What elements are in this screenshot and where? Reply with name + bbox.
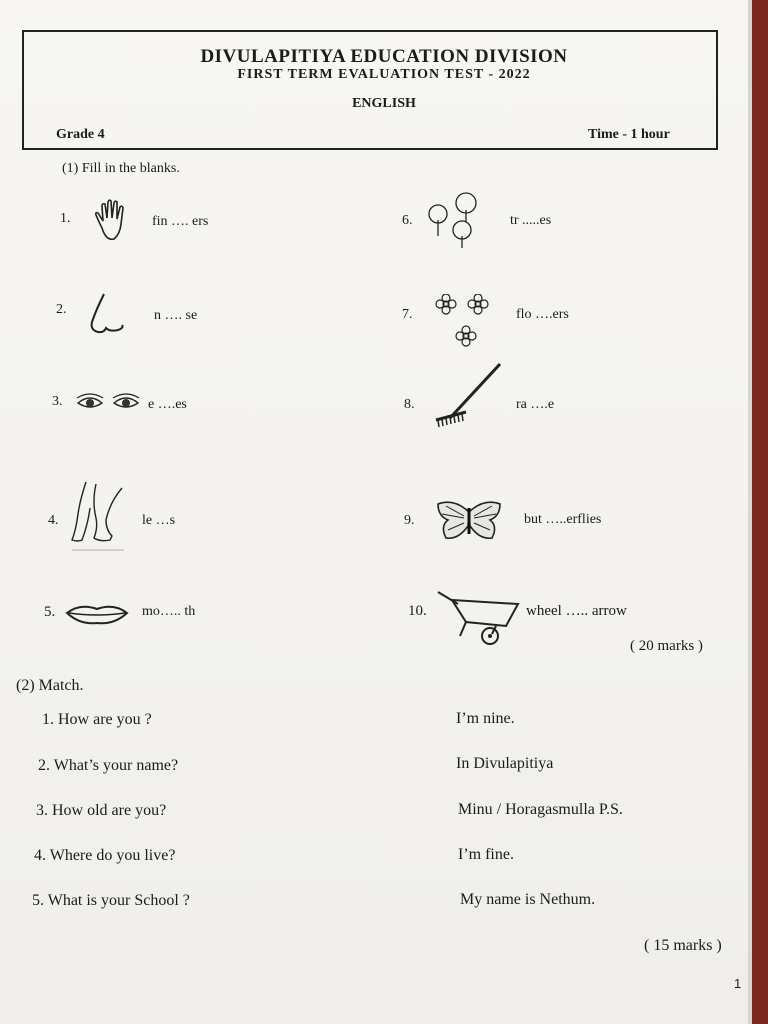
page-number: 1 bbox=[734, 976, 742, 991]
match-answer: My name is Nethum. bbox=[460, 891, 596, 908]
match-question: 5. What is your School ? bbox=[32, 892, 190, 909]
trees-icon bbox=[422, 190, 488, 250]
section2-title: (2) Match. bbox=[16, 677, 84, 694]
wheelbarrow-icon bbox=[436, 586, 522, 648]
item-text: wheel ….. arrow bbox=[526, 603, 627, 619]
time-label: Time - 1 hour bbox=[588, 127, 670, 142]
nose-icon bbox=[86, 290, 130, 338]
item-number: 10. bbox=[408, 603, 427, 619]
match-answer: I’m fine. bbox=[458, 846, 514, 863]
match-answer: Minu / Horagasmulla P.S. bbox=[458, 801, 623, 818]
item-number: 9. bbox=[404, 513, 415, 528]
section2-marks: ( 15 marks ) bbox=[644, 937, 722, 954]
section1-title: (1) Fill in the blanks. bbox=[62, 161, 180, 176]
match-answer: I’m nine. bbox=[456, 710, 515, 727]
match-question: 4. Where do you live? bbox=[34, 847, 176, 864]
butterfly-icon bbox=[434, 496, 504, 546]
rake-icon bbox=[432, 362, 506, 432]
item-number: 2. bbox=[56, 302, 67, 317]
mouth-icon bbox=[64, 602, 130, 626]
background-edge bbox=[752, 0, 768, 1024]
item-text: n …. se bbox=[154, 308, 198, 323]
item-number: 5. bbox=[44, 604, 56, 620]
item-number: 3. bbox=[52, 394, 63, 409]
item-text: mo….. th bbox=[142, 604, 196, 619]
grade-label: Grade 4 bbox=[56, 127, 105, 142]
match-question: 1. How are you ? bbox=[42, 711, 152, 728]
match-question: 3. How old are you? bbox=[36, 802, 167, 819]
item-number: 6. bbox=[402, 213, 413, 228]
item-text: e ….es bbox=[148, 397, 187, 412]
item-text: flo ….ers bbox=[516, 307, 569, 322]
item-number: 8. bbox=[404, 397, 415, 412]
hand-icon bbox=[92, 198, 138, 244]
item-text: fin …. ers bbox=[152, 214, 209, 229]
item-text: but …..erflies bbox=[524, 512, 602, 527]
match-answer: In Divulapitiya bbox=[456, 755, 554, 772]
test-title: FIRST TERM EVALUATION TEST - 2022 bbox=[237, 67, 531, 82]
item-text: le …s bbox=[142, 513, 176, 528]
item-text: ra ….e bbox=[516, 397, 555, 412]
eyes-icon bbox=[74, 392, 144, 414]
match-question: 2. What’s your name? bbox=[38, 757, 179, 774]
subject-title: ENGLISH bbox=[352, 96, 416, 111]
item-text: tr .....es bbox=[510, 213, 552, 228]
item-number: 7. bbox=[402, 307, 413, 322]
flowers-icon bbox=[432, 294, 496, 350]
legs-icon bbox=[66, 480, 128, 552]
item-number: 4. bbox=[48, 513, 59, 528]
section1-marks: ( 20 marks ) bbox=[630, 638, 703, 654]
division-title: DIVULAPITIYA EDUCATION DIVISION bbox=[200, 46, 568, 67]
item-number: 1. bbox=[60, 211, 71, 226]
